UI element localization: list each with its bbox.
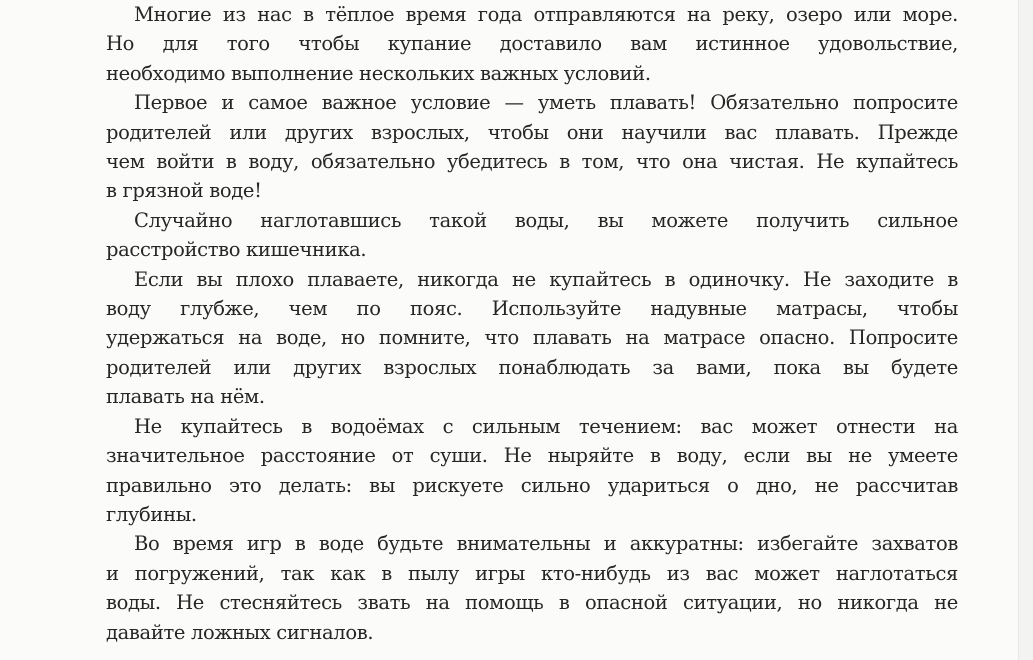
paragraph-1 xyxy=(106,0,958,88)
text-line: воды. Не стесняйтесь звать на помощь в опасной ситуации, но никогда не xyxy=(106,591,958,615)
text-line: Не купайтесь в водоёмах с сильным течением: вас может отнести на xyxy=(134,414,958,438)
text-line: воду глубже, чем по пояс. Используйте надувные матрасы, чтобы xyxy=(106,297,958,321)
text-line: Многие из нас в тёплое время года отправляются на реку, озеро или море. xyxy=(134,3,958,26)
text-line: Случайно наглотавшись такой воды, вы можете получить сильное xyxy=(134,208,958,232)
text-line: плавать на нём. xyxy=(106,385,265,409)
text-line: значительное расстояние от суши. Не ныряйте в воду, если вы не умеете xyxy=(106,444,958,468)
text-line: Первое и самое важное условие — уметь плавать! Обязательно попросите xyxy=(134,91,958,115)
body-text xyxy=(106,0,958,647)
paragraph-2 xyxy=(106,88,958,206)
text-line: глубины. xyxy=(106,502,197,526)
paragraph-4 xyxy=(106,265,958,412)
text-line: правильно это делать: вы рискуете сильно удариться о дно, не рассчитав xyxy=(106,473,958,497)
text-line: расстройство кишечника. xyxy=(106,238,367,262)
page-edge-shadow xyxy=(1018,0,1033,660)
text-line: давайте ложных сигналов. xyxy=(106,620,374,644)
text-line: чем войти в воду, обязательно убедитесь в том, что она чистая. Не купайтесь xyxy=(106,150,958,174)
text-line: Если вы плохо плаваете, никогда не купайтесь в одиночку. Не заходите в xyxy=(134,267,958,291)
text-line: и погружений, так как в пылу игры кто-нибудь из вас может наглотаться xyxy=(106,561,958,585)
text-line: удержаться на воде, но помните, что плавать на матрасе опасно. Попросите xyxy=(106,326,958,350)
text-line: в грязной воде! xyxy=(106,179,262,203)
paragraph-6 xyxy=(106,529,958,647)
text-line: необходимо выполнение нескольких важных условий. xyxy=(106,61,651,85)
text-line: Но для того чтобы купание доставило вам истинное удовольствие, xyxy=(106,32,958,56)
text-line: родителей или других взрослых, чтобы они научили вас плавать. Прежде xyxy=(106,120,958,144)
paragraph-3 xyxy=(106,206,958,265)
text-line: Во время игр в воде будьте внимательны и аккуратны: избегайте захватов xyxy=(134,532,958,556)
paragraph-5 xyxy=(106,412,958,530)
text-line: родителей или других взрослых понаблюдать за вами, пока вы будете xyxy=(106,355,958,379)
